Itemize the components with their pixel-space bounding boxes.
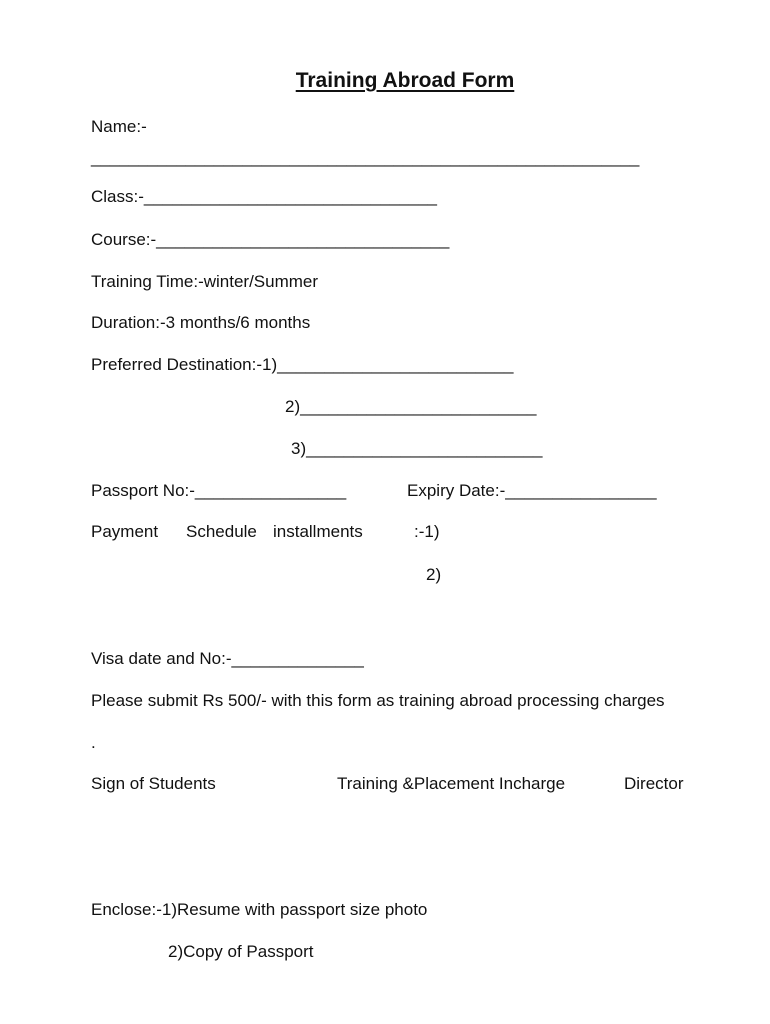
name-blank-line: __________________________________________________________ [91,148,640,167]
note-period: . [91,733,96,752]
sign-incharge: Training &Placement Incharge [337,774,566,793]
installments-word: installments [273,522,363,541]
course-field: Course:-_______________________________ [91,230,450,249]
installment-2: 2) [426,565,442,584]
preferred-destination-2: 2)_________________________ [285,397,537,416]
class-field: Class:-_______________________________ [91,187,437,206]
preferred-destination-1: Preferred Destination:-1)_________________________ [91,355,514,374]
form-title: Training Abroad Form [295,69,515,92]
payment-word: Payment [91,522,159,541]
visa-field: Visa date and No:-______________ [91,649,364,668]
enclose-item-1: Enclose:-1)Resume with passport size photo [91,900,428,919]
passport-number-field: Passport No:-________________ [91,481,347,500]
sign-director: Director [624,774,684,793]
schedule-word: Schedule [186,522,257,541]
preferred-destination-3: 3)_________________________ [291,439,543,458]
installment-1: :-1) [414,522,440,541]
enclose-item-2: 2)Copy of Passport [168,942,314,961]
training-time-text: Training Time:-winter/Summer [91,272,319,291]
expiry-date-field: Expiry Date:-________________ [407,481,657,500]
duration-text: Duration:-3 months/6 months [91,313,311,332]
name-label: Name:- [91,117,147,136]
sign-students: Sign of Students [91,774,216,793]
submit-note: Please submit Rs 500/- with this form as training abroad processing charges [91,691,665,710]
